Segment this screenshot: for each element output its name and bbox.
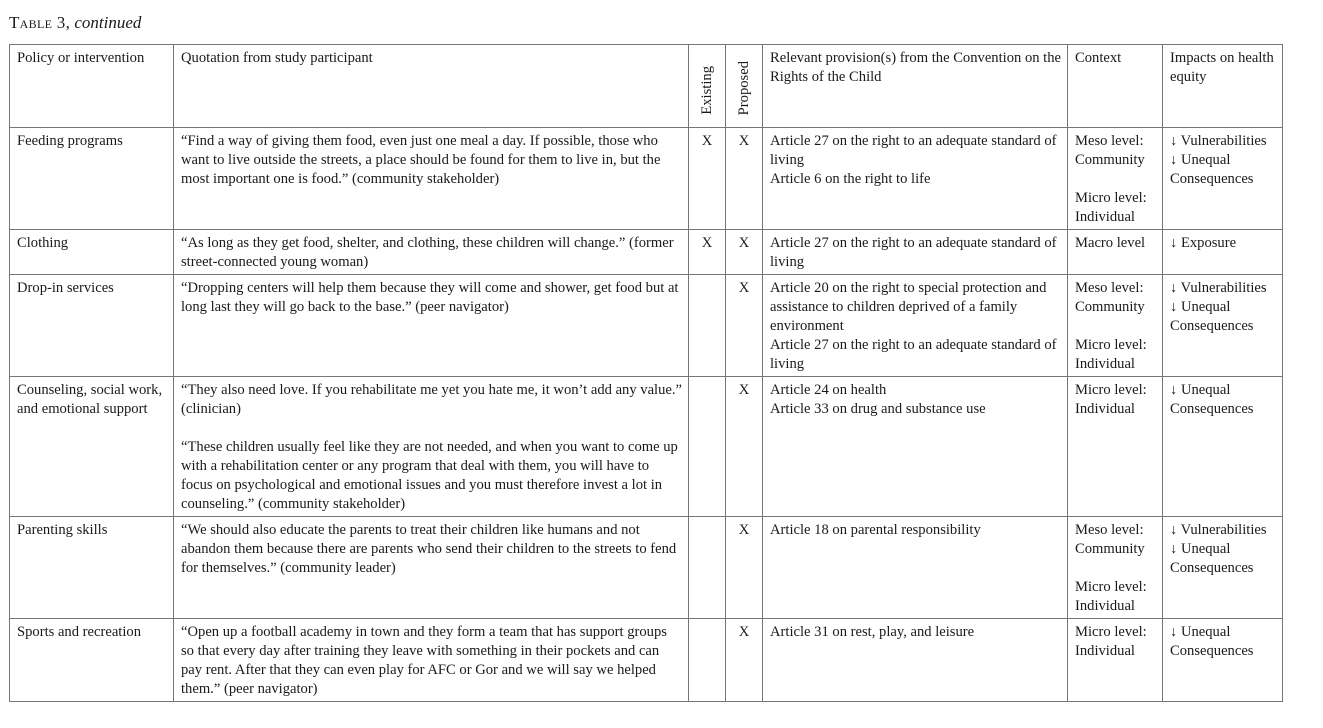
existing-mark [689, 619, 726, 702]
policy-cell: Drop-in services [10, 275, 174, 377]
quotation-cell [174, 275, 689, 377]
context-cell [1068, 230, 1163, 275]
header-existing [689, 45, 726, 128]
quotation-text: “Find a way of giving them food, even just one meal a day. If possible, those who want to live outside the streets, a place should be found for them to live in, but the most important one is food.” (community stakeholder) [181, 133, 661, 187]
impacts-cell [1163, 619, 1283, 702]
quotation-cell [174, 128, 689, 230]
impacts-cell [1163, 517, 1283, 619]
provisions-cell [763, 275, 1068, 377]
provision-text: Article 31 on rest, play, and leisure [770, 624, 975, 640]
header-policy: Policy or intervention [10, 45, 174, 128]
quotation-text: “Dropping centers will help them because they will come and shower, get food but at long last they will go back to the base.” (peer navigator) [181, 280, 679, 315]
existing-mark [689, 275, 726, 377]
quotation-cell [174, 377, 689, 517]
provisions-cell [763, 517, 1068, 619]
provision-text: Article 27 on the right to an adequate standard of living [770, 337, 1057, 372]
context-cell [1068, 377, 1163, 517]
proposed-mark: X [726, 230, 763, 275]
provision-text: Article 20 on the right to special protection and assistance to children deprived of a family environment [770, 280, 1047, 334]
context-text: Micro level: Individual [1075, 337, 1147, 372]
impacts-cell [1163, 275, 1283, 377]
table-row [10, 619, 1283, 702]
provision-text: Article 18 on parental responsibility [770, 522, 981, 538]
provision-text: Article 27 on the right to an adequate standard of living [770, 133, 1057, 168]
header-proposed-label: Proposed [736, 60, 752, 115]
table-caption [9, 12, 141, 34]
context-cell [1068, 128, 1163, 230]
impact-text: ↓ Unequal Consequences [1170, 624, 1254, 659]
policy-cell: Feeding programs [10, 128, 174, 230]
policy-cell: Parenting skills [10, 517, 174, 619]
provisions-cell [763, 230, 1068, 275]
provision-text: Article 33 on drug and substance use [770, 401, 986, 417]
existing-mark [689, 377, 726, 517]
existing-mark: X [689, 128, 726, 230]
context-text: Micro level: Individual [1075, 382, 1147, 417]
context-cell [1068, 275, 1163, 377]
quotation-cell [174, 517, 689, 619]
table-row [10, 230, 1283, 275]
impact-text: ↓ Unequal Consequences [1170, 299, 1254, 334]
table-row [10, 517, 1283, 619]
context-text: Micro level: Individual [1075, 190, 1147, 225]
header-context: Context [1068, 45, 1163, 128]
impact-text: ↓ Vulnerabilities [1170, 133, 1267, 149]
quotation-text: “Open up a football academy in town and they form a team that has support groups so that every day after training they leave with something in their pockets and can pay rent. After that they can even play for AFC or Gor and we will say we helped them.” (peer navigator) [181, 624, 667, 697]
quotation-text: “As long as they get food, shelter, and clothing, these children will change.” (former street-connected young woman) [181, 235, 674, 270]
quotation-cell [174, 619, 689, 702]
header-provisions: Relevant provision(s) from the Convention on the Rights of the Child [763, 45, 1068, 128]
impact-text: ↓ Unequal Consequences [1170, 152, 1254, 187]
header-impacts: Impacts on health equity [1163, 45, 1283, 128]
impact-text: ↓ Unequal Consequences [1170, 541, 1254, 576]
policy-cell: Sports and recreation [10, 619, 174, 702]
header-row [10, 45, 1283, 128]
impacts-cell [1163, 377, 1283, 517]
quotation-text: “We should also educate the parents to treat their children like humans and not abandon them because there are parents who send their children to the streets to fend for themselves.” (community leader) [181, 522, 677, 576]
table-row [10, 275, 1283, 377]
impact-text: ↓ Vulnerabilities [1170, 280, 1267, 296]
impacts-cell [1163, 128, 1283, 230]
continued-label: continued [74, 13, 142, 32]
proposed-mark: X [726, 128, 763, 230]
table-label: Table 3, [9, 13, 71, 32]
proposed-mark: X [726, 275, 763, 377]
proposed-mark: X [726, 377, 763, 517]
quotation-cell [174, 230, 689, 275]
quotation-text: “They also need love. If you rehabilitate me yet you hate me, it won’t add any value.” (clinician) [181, 382, 683, 417]
context-text: Micro level: Individual [1075, 624, 1147, 659]
provision-text: Article 6 on the right to life [770, 171, 931, 187]
provision-text: Article 24 on health [770, 382, 887, 398]
context-text: Meso level: Community [1075, 280, 1145, 315]
existing-mark: X [689, 230, 726, 275]
policy-cell: Clothing [10, 230, 174, 275]
proposed-mark: X [726, 517, 763, 619]
provisions-cell [763, 128, 1068, 230]
provisions-cell [763, 377, 1068, 517]
context-text: Meso level: Community [1075, 522, 1145, 557]
proposed-mark: X [726, 619, 763, 702]
impact-text: ↓ Exposure [1170, 235, 1237, 251]
impact-text: ↓ Unequal Consequences [1170, 382, 1254, 417]
context-cell [1068, 619, 1163, 702]
context-text: Macro level [1075, 235, 1146, 251]
existing-mark [689, 517, 726, 619]
impact-text: ↓ Vulnerabilities [1170, 522, 1267, 538]
impacts-cell [1163, 230, 1283, 275]
header-proposed [726, 45, 763, 128]
table-row [10, 377, 1283, 517]
policy-table [9, 44, 1283, 702]
quotation-text: “These children usually feel like they are not needed, and when you want to come up with a rehabilitation center or any program that deal with them, you will have to focus on psychological and emotional issues and you must therefore invest a lot in counseling.” (community stakeholder) [181, 439, 678, 512]
provisions-cell [763, 619, 1068, 702]
context-cell [1068, 517, 1163, 619]
header-quotation: Quotation from study participant [174, 45, 689, 128]
provision-text: Article 27 on the right to an adequate standard of living [770, 235, 1057, 270]
table-row [10, 128, 1283, 230]
context-text: Meso level: Community [1075, 133, 1145, 168]
policy-cell: Counseling, social work, and emotional support [10, 377, 174, 517]
context-text: Micro level: Individual [1075, 579, 1147, 614]
header-existing-label: Existing [699, 66, 715, 115]
